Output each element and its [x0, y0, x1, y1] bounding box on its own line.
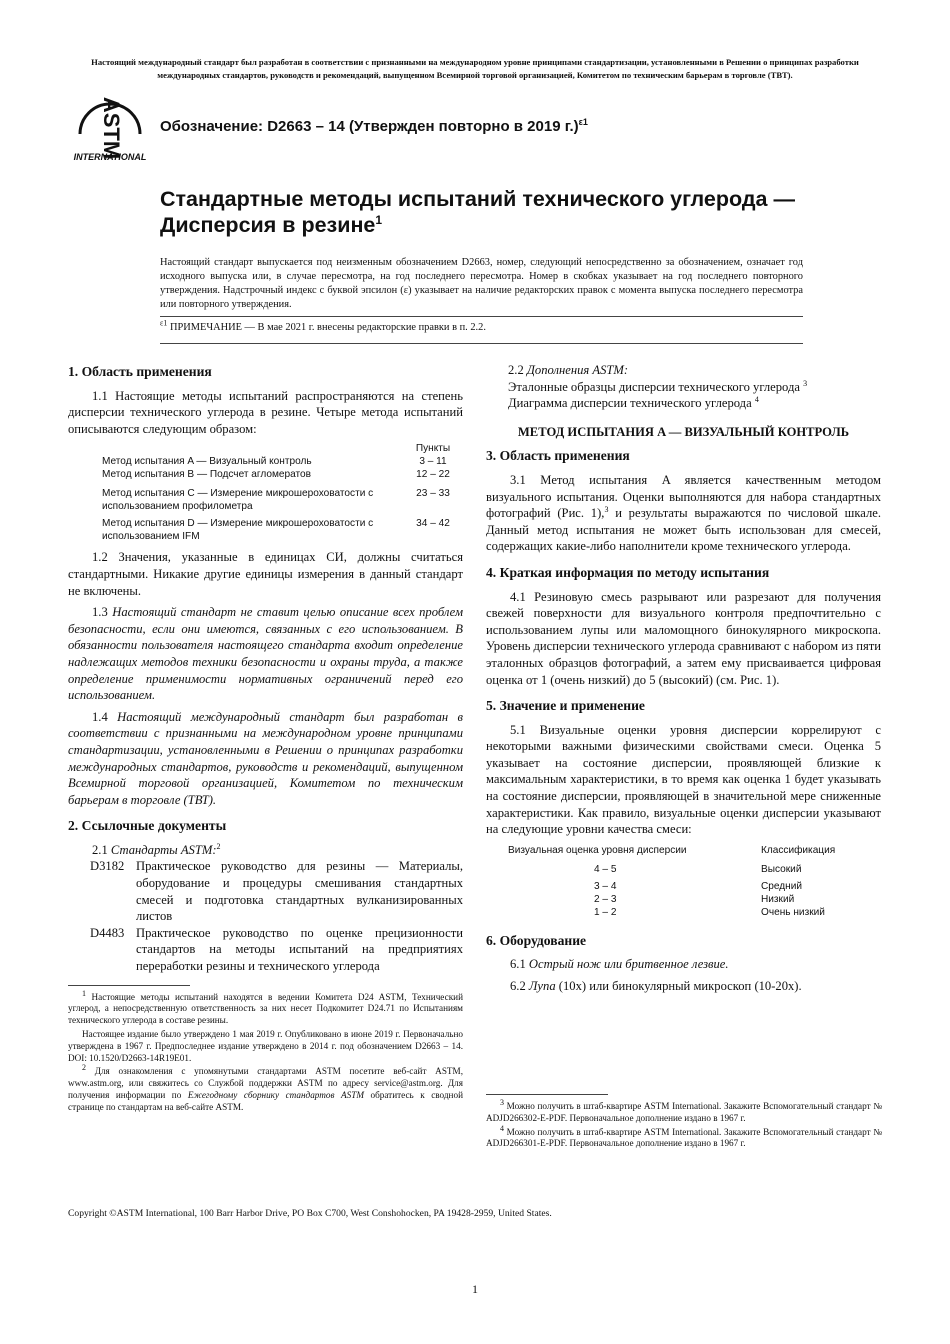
- footnote: $^2$ Для ознакомления с упомянутыми стандартами ASTM посетите веб-сайт ASTM, www.astm.org, или свяжитесь со Службой поддержки ASTM по адресу service@astm.org. Для получения информации по Ежегодному сборнику стандартов ASTM обратитесь к сводной странице по стандартам на веб-сайте ASTM.: [68, 1063, 464, 1112]
- logo-international: INTERNATIONAL: [73, 152, 147, 162]
- section-heading: 4. Краткая информация по методу испытания: [486, 564, 770, 580]
- copyright: Copyright ©ASTM International, 100 Barr Harbor Drive, PO Box C700, West Conshohocken, PA 19428-2959, United States.: [68, 1208, 552, 1219]
- divider: [160, 343, 803, 344]
- footnote: $^1$ Настоящие методы испытаний находятся в ведении Комитета D24 ASTM, Технический углерод, а непосредственную ответственность за них несет Подкомитет D24.71 по Испытаниям технического углерода в составе резины.: [68, 988, 463, 1026]
- table-row: Метод испытания C — Измерение микрошероховатости с использованием профилометра 23 – 33: [102, 488, 450, 513]
- paragraph: 2.1 Стандарты ASTM:$^2$: [92, 841, 221, 857]
- paragraph: 2.2 Дополнения ASTM:: [508, 363, 629, 377]
- table-row: 2 – 3 Низкий: [594, 893, 795, 905]
- right-column: [486, 362, 881, 1000]
- paragraph: 1.1 Настоящие методы испытаний распространяются на степень дисперсии технического углерода в резине. Четыре метода испытаний описываются следующим образом:: [68, 388, 463, 436]
- table-row: Метод испытания A — Визуальный контроль 3 – 11: [102, 456, 447, 468]
- footnote-divider: [486, 1094, 608, 1095]
- paragraph: 6.2 Лупа (10x) или бинокулярный микроскоп (10-20x).: [510, 979, 802, 994]
- logo-letters: ASTM: [99, 96, 124, 160]
- footnote-divider: [68, 985, 190, 986]
- methods-table: Пункты Метод испытания A — Визуальный контроль 3 – 11 Метод испытания B — Подсчет агломератов 12 – 22 Метод испытания C — Измерение микрошероховатости с использованием профилометра 23 – 33 Метод испытания D — Измерение микрошероховатости с использованием IFM 34 – 42: [68, 442, 463, 543]
- paragraph: 4.1 Резиновую смесь разрывают или разрезают для получения свежей поверхности для визуального контроля предпочтительно с использованием лупы или маломощного бинокулярного микроскопа. Уровень дисперсии технического углерода сравнивают с набором из пяти эталонных образцов фотографий, а затем ему присваивается цифровая оценка от 1 (очень низкий) до 5 (высокий) (см. Рис. 1).: [486, 589, 881, 687]
- intro-paragraph: Настоящий стандарт выпускается под неизменным обозначением D2663, номер, следующий непосредственно за обозначением, означает год исходного выпуска или, в случае пересмотра, на год последнего пересмотра. Номер в скобках указывает на год последнего повторного утверждения. Надстрочный индекс с буквой эпсилон (ε) указывает на наличие редакторских правок с момента выпуска последнего пересмотра или повторного утверждения.: [160, 257, 803, 310]
- section-heading: 1. Область применения: [68, 364, 212, 379]
- paragraph: 1.3 Настоящий стандарт не ставит целью описание всех проблем безопасности, если они имеются, связанных с его использованием. В обязанности пользователя настоящего стандарта входит определение надлежащих методов техники безопасности и охраны труда, а также определение применимости нормативных ограничений перед его использованием.: [68, 605, 463, 703]
- footnote: $^4$ Можно получить в штаб-квартире ASTM International. Закажите Вспомогательный стандарт № ADJD266301-E-PDF. Первоначальное дополнение издано в 1967 г.: [486, 1123, 883, 1149]
- designation: Обозначение: D2663 – 14 (Утвержден повторно в 2019 г.)$^{\varepsilon 1}$: [160, 117, 588, 135]
- section-heading: 2. Ссылочные документы: [68, 818, 227, 834]
- section-heading: 3. Область применения: [486, 448, 630, 464]
- astm-logo: [66, 88, 154, 164]
- reference-item: D4483 Практическое руководство по оценке прецизионности стандартов на методы испытаний на предприятиях переработки резины и технического углерода: [90, 925, 463, 974]
- paragraph: 3.1 Метод испытания A является качественным методом визуального испытания. Оценки выполняются для набора стандартных фотографий (Рис. 1),$^3$ и результаты выражаются по числовой шкале. Данный метод испытания не может быть использован для смесей, содержащих какие-либо наполнители кроме технического углерода.: [486, 472, 881, 554]
- editorial-note: $^{\varepsilon 1}$ ПРИМЕЧАНИЕ — В мае 2021 г. внесены редакторские правки в п. 2.2.: [160, 318, 486, 333]
- paragraph: 1.2 Значения, указанные в единицах СИ, должны считаться стандартными. Никакие другие единицы измерения в данный стандарт не включены.: [68, 550, 463, 598]
- footnote: Настоящее издание было утверждено 1 мая 2019 г. Опубликовано в июне 2019 г. Первоначально утверждена в 1967 г. Предпоследнее издание утверждено в 2014 г. под обозначением D2663 – 14. DOI: 10.1520/D2663-14R19E01.: [68, 1029, 463, 1063]
- table-row: Метод испытания D — Измерение микрошероховатости с использованием IFM 34 – 42: [102, 518, 450, 543]
- list-item: Эталонные образцы дисперсии технического углерода $^3$: [508, 378, 808, 394]
- section-heading: 5. Значение и применение: [486, 698, 645, 714]
- table-row: Метод испытания B — Подсчет агломератов 12 – 22: [102, 469, 450, 481]
- international-standard-banner: Настоящий международный стандарт был разработан в соответствии с признанными на международном уровне принципами стандартизации, установленными в Решении о принципах разработки международных стандартов, руководств и рекомендаций, выпущенном Всемирной торговой организацией, Комитетом по техническим барьерам в торговле (ТВТ).: [91, 57, 859, 80]
- dispersion-table: Визуальная оценка уровня дисперсии Классификация 4 – 5 Высокий 3 – 4 Средний 2 – 3 Низкий 1 – 2 Очень низкий: [486, 844, 881, 927]
- footnote: $^3$ Можно получить в штаб-квартире ASTM International. Закажите Вспомогательный стандарт № ADJD266302-E-PDF. Первоначальное дополнение издано в 1967 г.: [486, 1097, 883, 1123]
- reference-item: D3182 Практическое руководство для резины — Материалы, оборудование и процедуры смешивания стандартных смесей и подготовка стандартных вулканизированных листов: [90, 859, 463, 924]
- divider: [160, 316, 803, 317]
- table-row: 1 – 2 Очень низкий: [594, 906, 825, 918]
- right-footnotes: [486, 1094, 882, 1152]
- paragraph: 5.1 Визуальные оценки уровня дисперсии коррелируют с некоторыми важными физическими свойствами смеси. Оценка 5 указывает на состояние дисперсии, проявляющей близкие к максимальным характеристики, в то время как оценка 1 будет указывать на состояние дисперсии, проявляющей в значительной мере сниженные характеристики. Как правило, визуальные оценки дисперсии указывают на следующие уровни качества смеси:: [486, 722, 881, 837]
- paragraph: 1.4 Настоящий международный стандарт был разработан в соответствии с признанными на международном уровне принципами стандартизации, установленными в Решении о принципах разработки международных стандартов, руководств и рекомендаций, выпущенном Всемирной торговой организацией, Комитетом по техническим барьерам в торговле (ТВТ).: [68, 709, 463, 807]
- table-row: 4 – 5 Высокий: [594, 863, 802, 875]
- left-column: [68, 364, 463, 1116]
- list-item: Диаграмма дисперсии технического углерода $^4$: [508, 395, 759, 411]
- section-heading: 6. Оборудование: [486, 932, 587, 948]
- page-number: 1: [472, 1282, 478, 1296]
- method-heading: МЕТОД ИСПЫТАНИЯ A — ВИЗУАЛЬНЫЙ КОНТРОЛЬ: [517, 424, 850, 439]
- paragraph: 6.1 Острый нож или бритвенное лезвие.: [510, 957, 729, 972]
- table-row: 3 – 4 Средний: [594, 880, 803, 892]
- document-title: Стандартные методы испытаний технического углерода — Дисперсия в резине$^1$: [160, 187, 795, 237]
